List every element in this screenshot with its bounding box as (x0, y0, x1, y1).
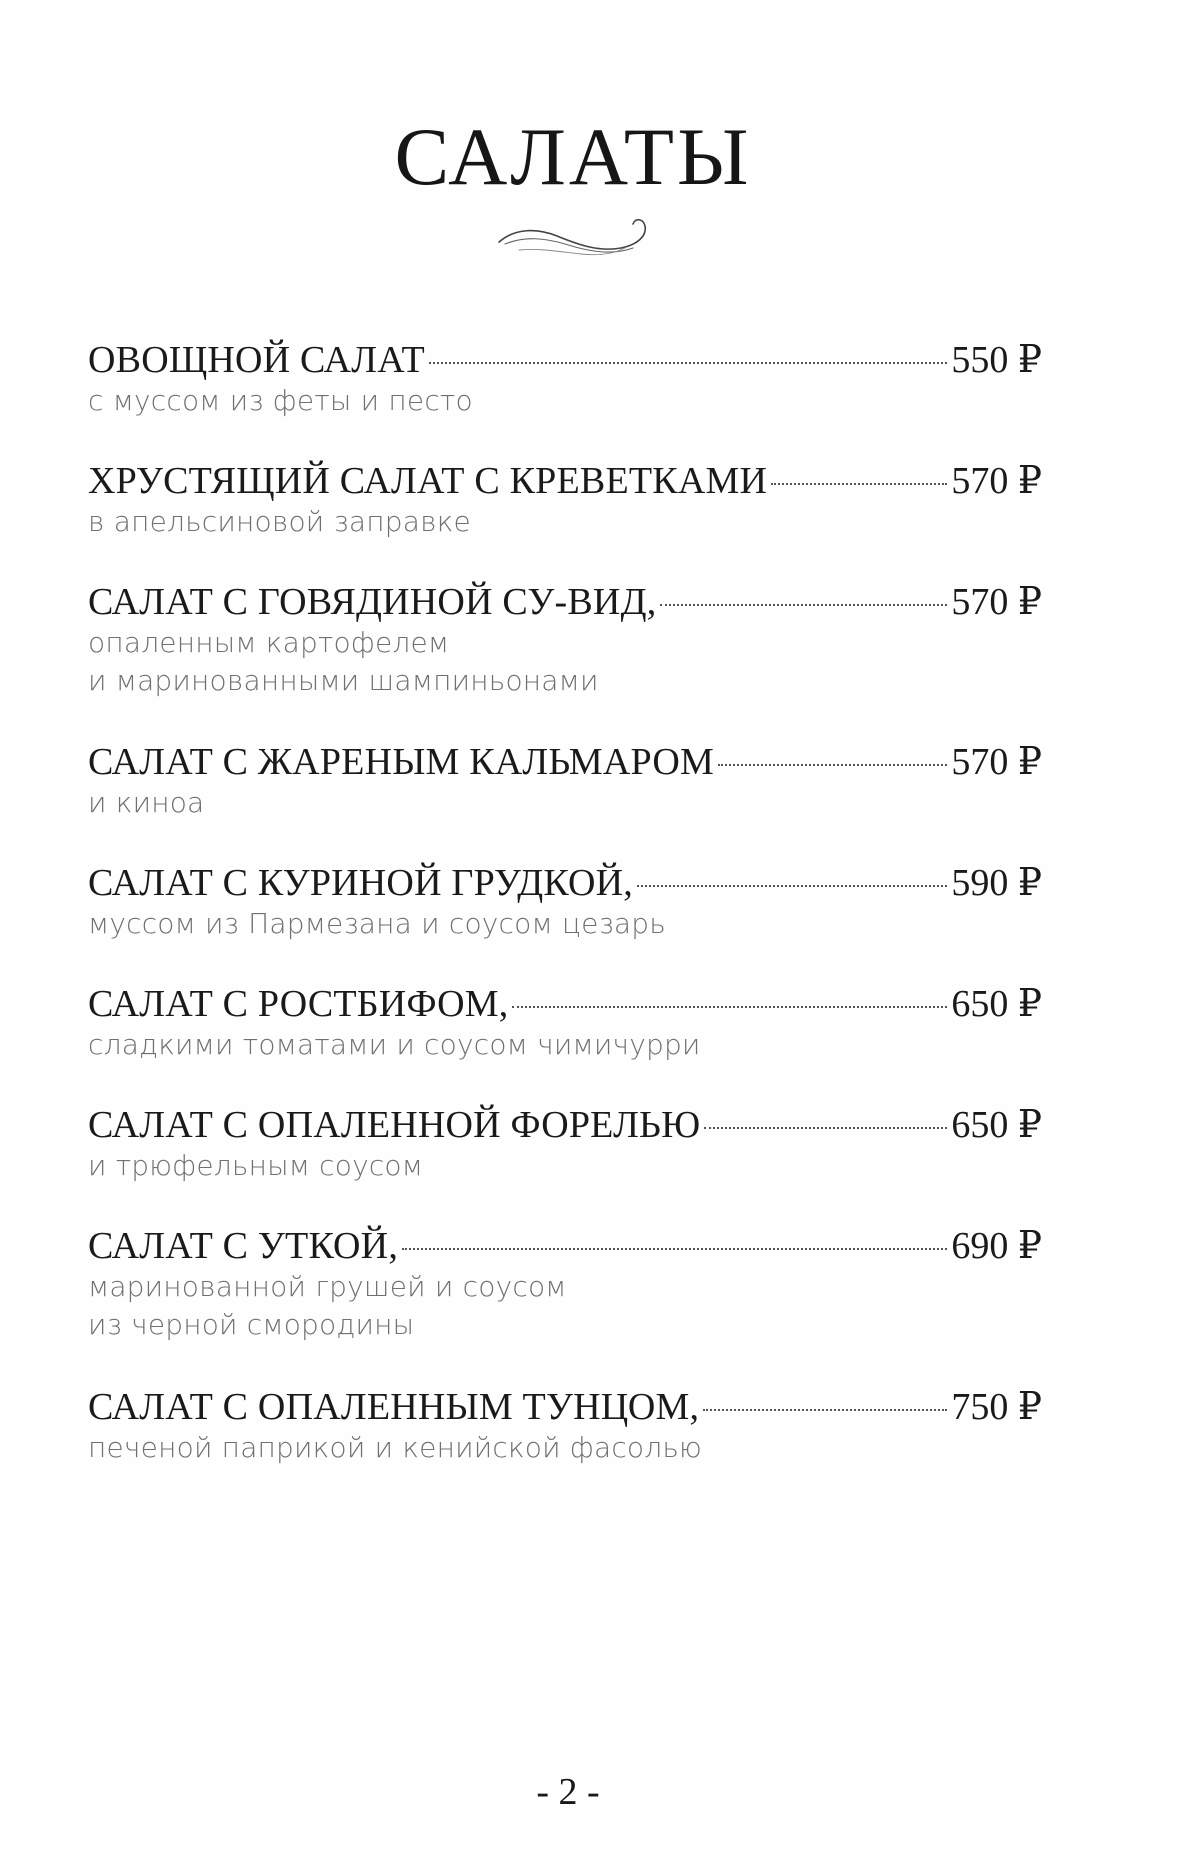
menu-item (88, 861, 1042, 943)
item-description: и трюфельным соусом (88, 1149, 424, 1182)
dot-leader (402, 1248, 947, 1250)
item-name: САЛАТ С ОПАЛЕННОЙ ФОРЕЛЬЮ (88, 1104, 701, 1146)
item-price: 690 ₽ (951, 1225, 1042, 1267)
dot-leader (718, 764, 947, 766)
menu-item (88, 1103, 1042, 1185)
item-description: из черной смородины (88, 1308, 415, 1341)
dot-leader (660, 604, 947, 606)
item-price: 550 ₽ (951, 339, 1042, 381)
menu-item (88, 459, 1042, 541)
item-name: САЛАТ С РОСТБИФОМ, (88, 983, 509, 1025)
item-description: муссом из Пармезана и соусом цезарь (88, 907, 666, 940)
item-price: 570 ₽ (951, 741, 1042, 783)
dot-leader (704, 1127, 947, 1129)
menu-item (88, 1224, 1042, 1344)
item-name: САЛАТ С УТКОЙ, (88, 1225, 399, 1267)
menu-item (88, 982, 1042, 1064)
page-title: САЛАТЫ (394, 111, 752, 202)
item-description: сладкими томатами и соусом чимичурри (88, 1028, 701, 1061)
item-name: САЛАТ С ОПАЛЕННЫМ ТУНЦОМ, (88, 1386, 700, 1428)
menu-item (88, 740, 1042, 822)
item-price: 570 ₽ (951, 460, 1042, 502)
dot-leader (703, 1409, 947, 1411)
item-name: ОВОЩНОЙ САЛАТ (88, 339, 425, 381)
item-description: и маринованными шампиньонами (88, 664, 599, 697)
item-description: с муссом из феты и песто (88, 384, 473, 417)
item-price: 570 ₽ (951, 581, 1042, 623)
menu-item (88, 338, 1042, 420)
item-name: САЛАТ С КУРИНОЙ ГРУДКОЙ, (88, 862, 633, 904)
dot-leader (512, 1006, 947, 1008)
dot-leader (429, 362, 947, 364)
item-description: опаленным картофелем (88, 626, 450, 659)
flourish-ornament-icon (495, 208, 655, 268)
page-number: - 2 - (536, 1771, 600, 1813)
dot-leader (771, 483, 947, 485)
item-price: 650 ₽ (951, 1104, 1042, 1146)
item-description: и киноа (88, 786, 205, 819)
item-description: маринованной грушей и соусом (88, 1270, 567, 1303)
dot-leader (637, 885, 947, 887)
item-price: 650 ₽ (951, 983, 1042, 1025)
menu-item (88, 580, 1042, 700)
item-name: ХРУСТЯЩИЙ САЛАТ С КРЕВЕТКАМИ (88, 460, 768, 502)
menu-item (88, 1385, 1042, 1467)
item-name: САЛАТ С ЖАРЕНЫМ КАЛЬМАРОМ (88, 741, 714, 783)
item-description: печеной паприкой и кенийской фасолью (88, 1431, 703, 1464)
item-description: в апельсиновой заправке (88, 505, 471, 538)
item-price: 750 ₽ (951, 1386, 1042, 1428)
item-name: САЛАТ С ГОВЯДИНОЙ СУ-ВИД, (88, 581, 657, 623)
item-price: 590 ₽ (951, 862, 1042, 904)
